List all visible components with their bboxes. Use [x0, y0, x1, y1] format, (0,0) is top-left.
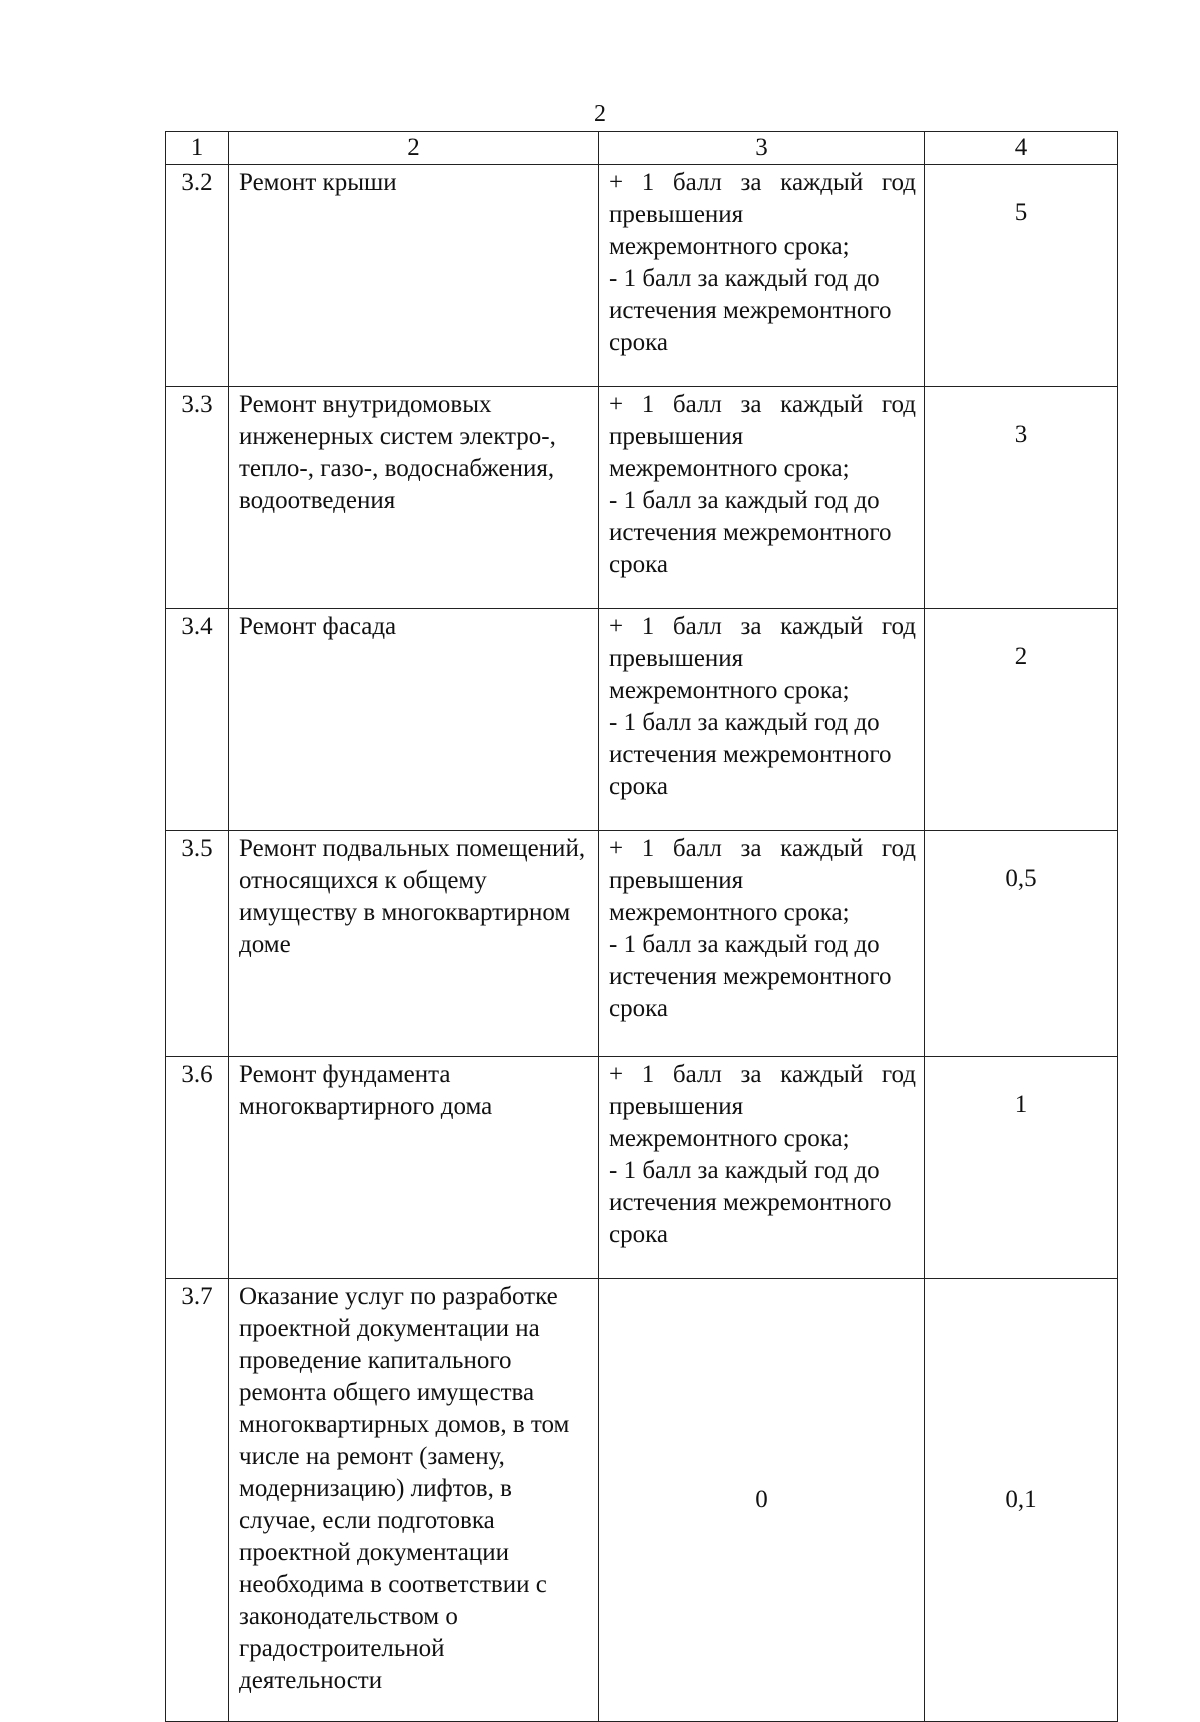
work-type: Оказание услуг по разработке проектной документации на проведение капитального ремонта общего имущества многоквартирных домов, в том числе на ремонт (замену, модернизацию) лифтов, в случае, если подготовка проектной документации необходима в соответствии с законодательством о градостроительной деятельности [229, 1279, 599, 1722]
table-row [166, 1279, 1118, 1722]
rule-line: - 1 балл за каждый год до [609, 1157, 880, 1184]
rule-line: срока [609, 995, 668, 1022]
rule-line: - 1 балл за каждый год до [609, 709, 880, 736]
weight-value: 0,1 [925, 1279, 1118, 1722]
rule-line: истечения межремонтного [609, 1189, 892, 1216]
row-number: 3.7 [166, 1279, 229, 1722]
header-cell-4: 4 [925, 132, 1118, 165]
criteria-table [165, 131, 1118, 1722]
scoring-rule [599, 165, 925, 387]
rule-line: межремонтного срока; [609, 677, 850, 704]
table-row [166, 1057, 1118, 1279]
rule-line: превышения [609, 1093, 744, 1120]
row-number: 3.6 [166, 1057, 229, 1279]
scoring-rule [599, 831, 925, 1057]
scoring-rule: 0 [599, 1279, 925, 1722]
rule-line: межремонтного срока; [609, 1125, 850, 1152]
table-row [166, 831, 1118, 1057]
header-cell-3: 3 [599, 132, 925, 165]
rule-line: срока [609, 329, 668, 356]
rule-line: истечения межремонтного [609, 297, 892, 324]
rule-line: межремонтного срока; [609, 899, 850, 926]
rule-line: срока [609, 773, 668, 800]
header-cell-1: 1 [166, 132, 229, 165]
rule-line: истечения межремонтного [609, 963, 892, 990]
work-type: Ремонт фундамента многоквартирного дома [229, 1057, 599, 1279]
rule-line: + 1 балл за каждый год [609, 1061, 916, 1088]
rule-line: + 1 балл за каждый год [609, 391, 916, 418]
weight-value: 3 [925, 387, 1118, 609]
rule-line: межремонтного срока; [609, 233, 850, 260]
rule-line: превышения [609, 645, 744, 672]
rule-line: истечения межремонтного [609, 519, 892, 546]
rule-line: - 1 балл за каждый год до [609, 265, 880, 292]
weight-value: 5 [925, 165, 1118, 387]
row-number: 3.3 [166, 387, 229, 609]
weight-value: 1 [925, 1057, 1118, 1279]
rule-line: превышения [609, 867, 744, 894]
scoring-rule [599, 1057, 925, 1279]
rule-line: превышения [609, 201, 744, 228]
rule-line: межремонтного срока; [609, 455, 850, 482]
scoring-rule [599, 609, 925, 831]
row-number: 3.2 [166, 165, 229, 387]
row-number: 3.4 [166, 609, 229, 831]
rule-line: + 1 балл за каждый год [609, 835, 916, 862]
table-row [166, 165, 1118, 387]
weight-value: 2 [925, 609, 1118, 831]
row-number: 3.5 [166, 831, 229, 1057]
table-header-row [166, 132, 1118, 165]
weight-value: 0,5 [925, 831, 1118, 1057]
rule-line: истечения межремонтного [609, 741, 892, 768]
table-row [166, 609, 1118, 831]
work-type: Ремонт подвальных помещений, относящихся к общему имуществу в многоквартирном доме [229, 831, 599, 1057]
rule-line: срока [609, 1221, 668, 1248]
rule-line: - 1 балл за каждый год до [609, 487, 880, 514]
rule-line: + 1 балл за каждый год [609, 613, 916, 640]
rule-line: превышения [609, 423, 744, 450]
page-number: 2 [594, 101, 606, 127]
rule-line: + 1 балл за каждый год [609, 169, 916, 196]
rule-line: срока [609, 551, 668, 578]
work-type: Ремонт крыши [229, 165, 599, 387]
rule-line: - 1 балл за каждый год до [609, 931, 880, 958]
work-type: Ремонт внутридомовых инженерных систем электро-, тепло-, газо-, водоснабжения, водоотведения [229, 387, 599, 609]
work-type: Ремонт фасада [229, 609, 599, 831]
scoring-rule [599, 387, 925, 609]
header-cell-2: 2 [229, 132, 599, 165]
table-row [166, 387, 1118, 609]
